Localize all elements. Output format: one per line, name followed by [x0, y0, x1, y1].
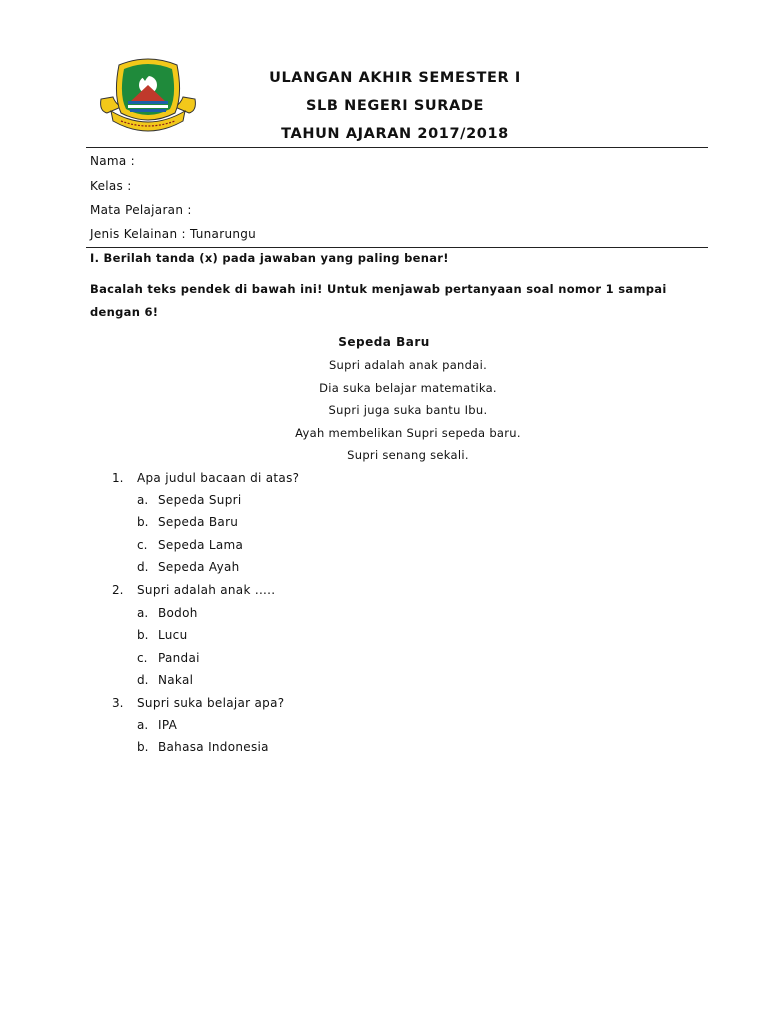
option-text: Nakal: [158, 673, 194, 687]
reading-instruction-line1: Bacalah teks pendek di bawah ini! Untuk menjawab pertanyaan soal nomor 1 sampai: [90, 282, 667, 296]
option-letter: a.: [137, 718, 149, 732]
reading-instruction-line2: dengan 6!: [90, 305, 159, 319]
question-number: 1.: [112, 471, 124, 485]
option-letter: c.: [137, 538, 148, 552]
option-text: Bodoh: [158, 606, 198, 620]
option-letter: d.: [137, 560, 149, 574]
field-kelas: Kelas :: [90, 179, 132, 193]
field-nama: Nama :: [90, 154, 136, 168]
option-text: Sepeda Lama: [158, 538, 244, 552]
question-text: Apa judul bacaan di atas?: [137, 471, 300, 485]
exam-title: ULANGAN AKHIR SEMESTER I: [269, 70, 521, 86]
west-java-emblem-logo: [97, 55, 199, 135]
option-text: Pandai: [158, 651, 200, 665]
option-text: Sepeda Supri: [158, 493, 242, 507]
story-line: Supri adalah anak pandai.: [328, 358, 488, 372]
option-text: Sepeda Ayah: [158, 560, 240, 574]
option-text: IPA: [158, 718, 178, 732]
option-text: Sepeda Baru: [158, 515, 239, 529]
option-text: Bahasa Indonesia: [158, 740, 269, 754]
question-text: Supri suka belajar apa?: [137, 696, 285, 710]
story-line: Dia suka belajar matematika.: [319, 381, 497, 395]
story-line: Supri juga suka bantu Ibu.: [328, 403, 488, 417]
option-letter: a.: [137, 606, 149, 620]
option-letter: c.: [137, 651, 148, 665]
option-letter: b.: [137, 628, 149, 642]
story-line: Supri senang sekali.: [347, 448, 469, 462]
fields-divider: [86, 247, 708, 248]
question-number: 3.: [112, 696, 124, 710]
story-title: Sepeda Baru: [338, 335, 430, 349]
question-number: 2.: [112, 583, 124, 597]
field-mata-pelajaran: Mata Pelajaran :: [90, 203, 192, 217]
header-divider: [86, 147, 708, 148]
story-line: Ayah membelikan Supri sepeda baru.: [295, 426, 521, 440]
field-jenis-kelainan: Jenis Kelainan : Tunarungu: [90, 227, 257, 241]
option-text: Lucu: [158, 628, 188, 642]
section-instruction: I. Berilah tanda (x) pada jawaban yang paling benar!: [90, 251, 449, 265]
option-letter: b.: [137, 740, 149, 754]
question-text: Supri adalah anak .....: [137, 583, 276, 597]
option-letter: b.: [137, 515, 149, 529]
option-letter: d.: [137, 673, 149, 687]
school-name: SLB NEGERI SURADE: [306, 98, 484, 114]
academic-year: TAHUN AJARAN 2017/2018: [281, 126, 509, 142]
option-letter: a.: [137, 493, 149, 507]
